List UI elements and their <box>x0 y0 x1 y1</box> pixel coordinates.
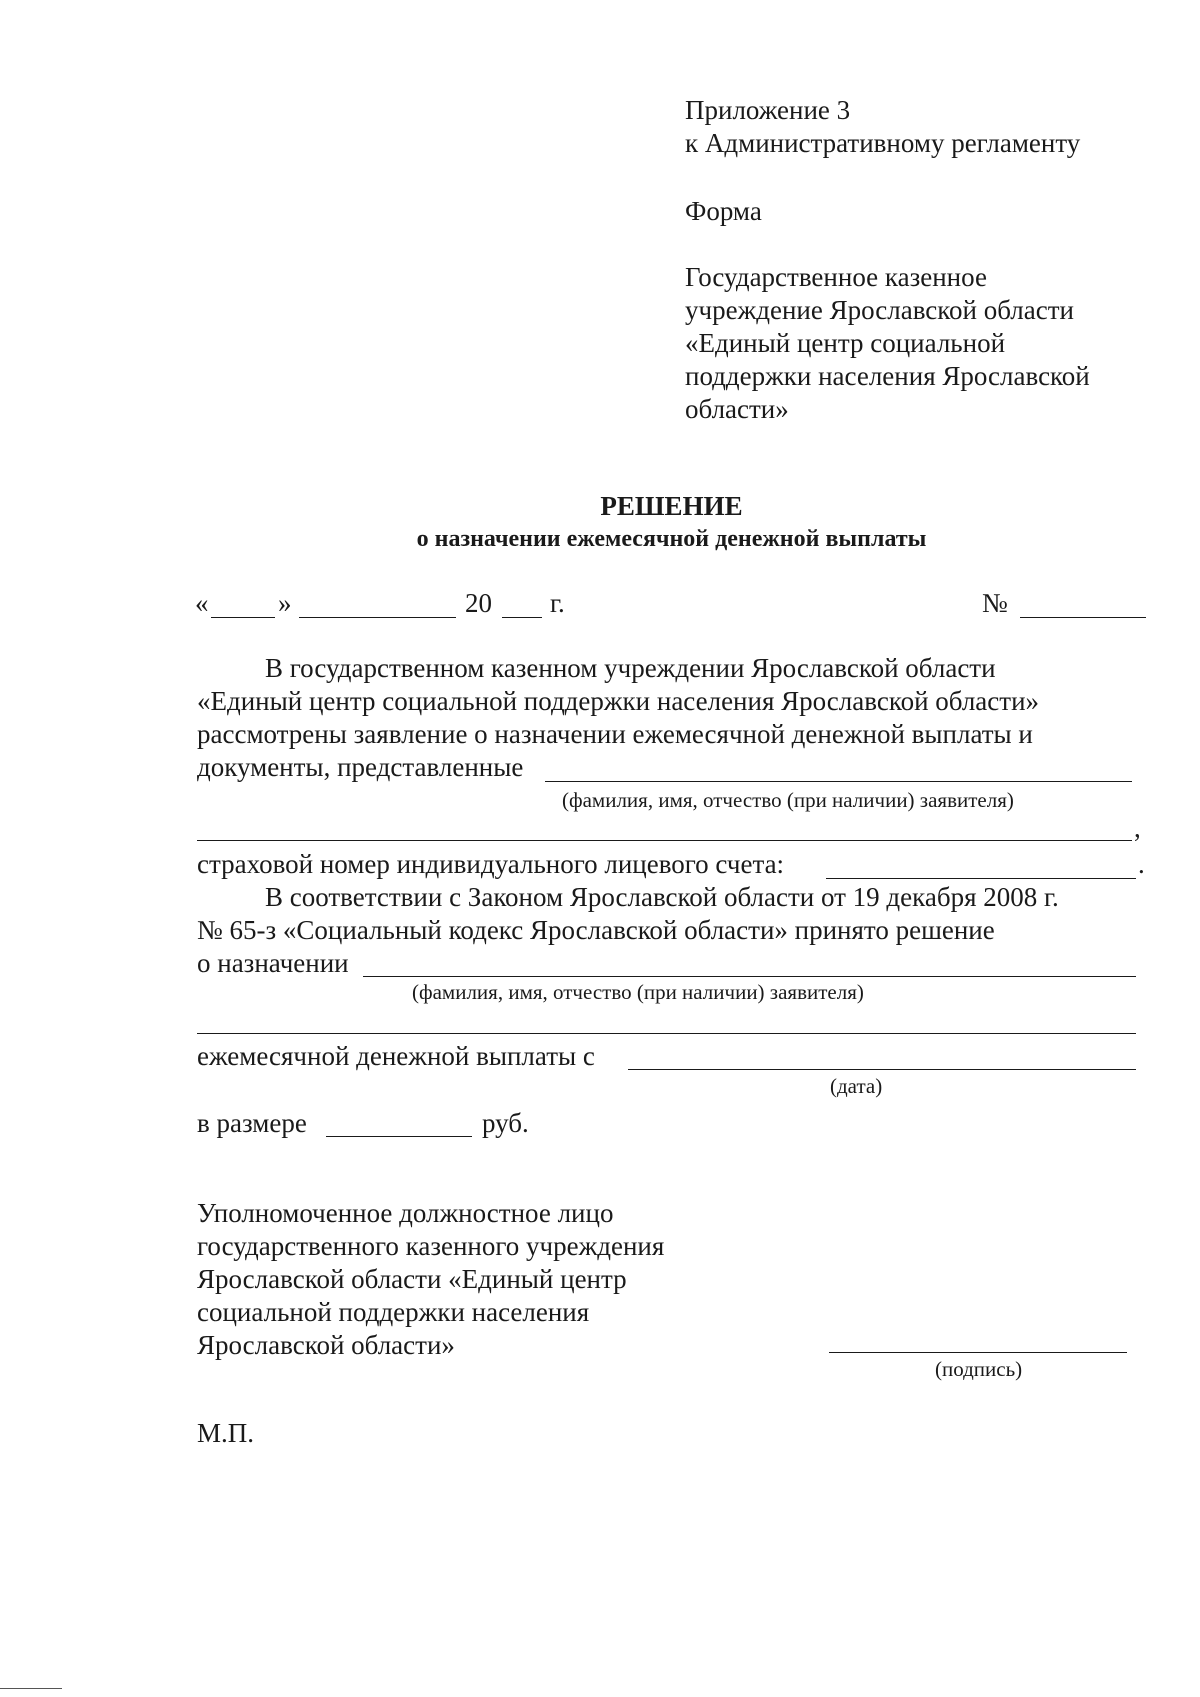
signature-caption: (подпись) <box>935 1357 1023 1381</box>
addressee-line-3: «Единый центр социальной <box>685 328 1006 358</box>
body-paragraph-1-line-3: рассмотрены заявление о назначении ежемесячной денежной выплаты и <box>197 719 1033 749</box>
amount-field[interactable] <box>326 1136 472 1137</box>
addressee-line-1: Государственное казенное <box>685 262 987 292</box>
amount-currency: руб. <box>482 1108 529 1138</box>
applicant-name-field[interactable] <box>545 781 1132 782</box>
document-subtitle: о назначении ежемесячной денежной выплаты <box>416 526 927 552</box>
document-title: РЕШЕНИЕ <box>600 491 743 521</box>
payment-start-label: ежемесячной денежной выплаты с <box>197 1041 595 1071</box>
official-line-1: Уполномоченное должностное лицо <box>197 1198 614 1228</box>
official-line-5: Ярославской области» <box>197 1330 455 1360</box>
form-label: Форма <box>685 196 762 226</box>
assignment-label: о назначении <box>197 948 349 978</box>
recipient-name-field[interactable] <box>363 976 1136 977</box>
addressee-line-4: поддержки населения Ярославской <box>685 361 1090 391</box>
comma: , <box>1134 813 1141 843</box>
official-line-2: государственного казенного учреждения <box>197 1231 665 1261</box>
body-paragraph-1-line-1: В государственном казенном учреждении Ярославской области <box>265 653 996 683</box>
documents-submitted-label: документы, представленные <box>197 752 524 782</box>
official-line-4: социальной поддержки населения <box>197 1297 590 1327</box>
day-field[interactable] <box>211 617 275 618</box>
amount-label: в размере <box>197 1108 307 1138</box>
year-suffix: г. <box>550 588 565 618</box>
year-prefix: 20 <box>465 588 492 618</box>
applicant-name-continuation-field[interactable] <box>197 840 1132 841</box>
stamp-place-label: М.П. <box>197 1418 255 1448</box>
month-field[interactable] <box>299 617 456 618</box>
decision-number-field[interactable] <box>1020 617 1146 618</box>
number-sign: № <box>982 588 1008 618</box>
official-line-3: Ярославской области «Единый центр <box>197 1264 627 1294</box>
body-paragraph-2-line-2: № 65-з «Социальный кодекс Ярославской области» принято решение <box>197 915 995 945</box>
day-open-quote: « <box>195 588 209 618</box>
recipient-name-continuation-field[interactable] <box>197 1033 1136 1034</box>
signature-field[interactable] <box>829 1352 1127 1353</box>
applicant-name-caption: (фамилия, имя, отчество (при наличии) заявителя) <box>562 788 1014 812</box>
appendix-line-2: к Административному регламенту <box>685 128 1081 158</box>
body-paragraph-1-line-2: «Единый центр социальной поддержки населения Ярославской области» <box>197 686 1040 716</box>
payment-start-date-field[interactable] <box>628 1069 1136 1070</box>
date-caption: (дата) <box>830 1074 883 1098</box>
body-paragraph-2-line-1: В соответствии с Законом Ярославской области от 19 декабря 2008 г. <box>265 882 1059 912</box>
addressee-line-5: области» <box>685 394 789 424</box>
snils-period: . <box>1138 849 1145 879</box>
scan-mark <box>0 1688 62 1689</box>
snils-field[interactable] <box>826 878 1136 879</box>
day-close-quote: » <box>278 588 292 618</box>
year-field[interactable] <box>502 617 542 618</box>
snils-label: страховой номер индивидуального лицевого счета: <box>197 849 785 879</box>
recipient-name-caption: (фамилия, имя, отчество (при наличии) заявителя) <box>412 980 864 1004</box>
addressee-line-2: учреждение Ярославской области <box>685 295 1074 325</box>
appendix-line-1: Приложение 3 <box>685 95 851 125</box>
